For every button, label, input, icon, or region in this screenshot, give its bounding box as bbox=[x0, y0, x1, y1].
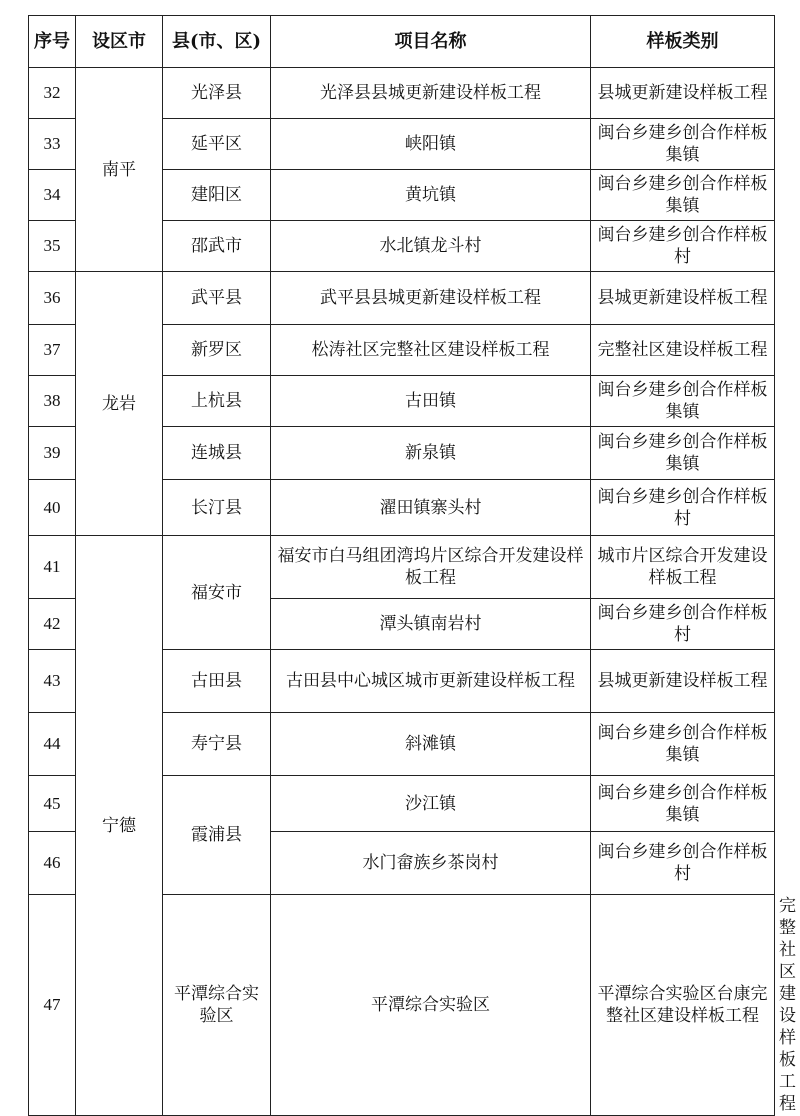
row-seq: 32 bbox=[29, 68, 76, 119]
header-project: 项目名称 bbox=[271, 16, 591, 68]
row-category: 闽台乡建乡创合作样板村 bbox=[591, 480, 775, 536]
row-seq: 44 bbox=[29, 713, 76, 776]
row-city: 宁德 bbox=[76, 536, 163, 1116]
row-project: 福安市白马组团湾坞片区综合开发建设样板工程 bbox=[271, 536, 591, 599]
row-county: 光泽县 bbox=[163, 68, 271, 119]
row-seq: 39 bbox=[29, 427, 76, 480]
row-project: 松涛社区完整社区建设样板工程 bbox=[271, 325, 591, 376]
row-project: 水门畲族乡茶岗村 bbox=[271, 832, 591, 895]
row-category: 闽台乡建乡创合作样板集镇 bbox=[591, 119, 775, 170]
row-city: 南平 bbox=[76, 68, 163, 272]
row-county: 武平县 bbox=[163, 272, 271, 325]
row-seq: 40 bbox=[29, 480, 76, 536]
row-seq: 43 bbox=[29, 650, 76, 713]
table-row bbox=[29, 272, 775, 325]
row-category: 闽台乡建乡创合作样板集镇 bbox=[591, 376, 775, 427]
row-seq: 41 bbox=[29, 536, 76, 599]
header-row bbox=[29, 16, 775, 68]
row-county: 新罗区 bbox=[163, 325, 271, 376]
row-seq: 38 bbox=[29, 376, 76, 427]
row-county: 寿宁县 bbox=[163, 713, 271, 776]
row-category: 闽台乡建乡创合作样板集镇 bbox=[591, 427, 775, 480]
row-project: 斜滩镇 bbox=[271, 713, 591, 776]
row-county: 上杭县 bbox=[163, 376, 271, 427]
row-category: 县城更新建设样板工程 bbox=[591, 68, 775, 119]
row-project: 新泉镇 bbox=[271, 427, 591, 480]
row-seq: 42 bbox=[29, 599, 76, 650]
row-seq: 33 bbox=[29, 119, 76, 170]
header-city: 设区市 bbox=[76, 16, 163, 68]
row-project: 光泽县县城更新建设样板工程 bbox=[271, 68, 591, 119]
row-county: 延平区 bbox=[163, 119, 271, 170]
row-category: 城市片区综合开发建设样板工程 bbox=[591, 536, 775, 599]
header-category: 样板类别 bbox=[591, 16, 775, 68]
row-county: 霞浦县 bbox=[163, 776, 271, 895]
row-county: 福安市 bbox=[163, 536, 271, 650]
row-category: 闽台乡建乡创合作样板村 bbox=[591, 221, 775, 272]
table-row bbox=[29, 536, 775, 599]
row-seq: 34 bbox=[29, 170, 76, 221]
row-city: 龙岩 bbox=[76, 272, 163, 536]
row-seq: 35 bbox=[29, 221, 76, 272]
row-seq: 47 bbox=[29, 895, 76, 1116]
row-county: 邵武市 bbox=[163, 221, 271, 272]
header-county: 县(市、区) bbox=[163, 16, 271, 68]
row-project: 古田镇 bbox=[271, 376, 591, 427]
row-seq: 46 bbox=[29, 832, 76, 895]
row-category: 闽台乡建乡创合作样板村 bbox=[591, 832, 775, 895]
row-category: 闽台乡建乡创合作样板集镇 bbox=[591, 170, 775, 221]
row-county: 连城县 bbox=[163, 427, 271, 480]
row-project: 水北镇龙斗村 bbox=[271, 221, 591, 272]
project-table bbox=[28, 15, 796, 1116]
row-seq: 36 bbox=[29, 272, 76, 325]
row-seq: 37 bbox=[29, 325, 76, 376]
row-county: 建阳区 bbox=[163, 170, 271, 221]
row-city: 平潭综合实验区 bbox=[163, 895, 271, 1116]
row-project: 平潭综合实验区台康完整社区建设样板工程 bbox=[591, 895, 775, 1116]
row-category: 完整社区建设样板工程 bbox=[591, 325, 775, 376]
row-category: 县城更新建设样板工程 bbox=[591, 272, 775, 325]
row-project: 古田县中心城区城市更新建设样板工程 bbox=[271, 650, 591, 713]
row-project: 濯田镇寨头村 bbox=[271, 480, 591, 536]
row-county: 长汀县 bbox=[163, 480, 271, 536]
row-category: 闽台乡建乡创合作样板集镇 bbox=[591, 776, 775, 832]
header-seq: 序号 bbox=[29, 16, 76, 68]
row-category: 闽台乡建乡创合作样板集镇 bbox=[591, 713, 775, 776]
row-county: 古田县 bbox=[163, 650, 271, 713]
row-category: 闽台乡建乡创合作样板村 bbox=[591, 599, 775, 650]
row-seq: 45 bbox=[29, 776, 76, 832]
row-project: 武平县县城更新建设样板工程 bbox=[271, 272, 591, 325]
row-project: 黄坑镇 bbox=[271, 170, 591, 221]
row-county: 平潭综合实验区 bbox=[271, 895, 591, 1116]
row-project: 沙江镇 bbox=[271, 776, 591, 832]
row-project: 潭头镇南岩村 bbox=[271, 599, 591, 650]
row-category: 县城更新建设样板工程 bbox=[591, 650, 775, 713]
row-project: 峡阳镇 bbox=[271, 119, 591, 170]
table-row bbox=[29, 68, 775, 119]
table-row: 47 平潭综合实验区 平潭综合实验区 平潭综合实验区台康完整社区建设样板工程 完整社区建设样板工程 bbox=[29, 895, 775, 1116]
